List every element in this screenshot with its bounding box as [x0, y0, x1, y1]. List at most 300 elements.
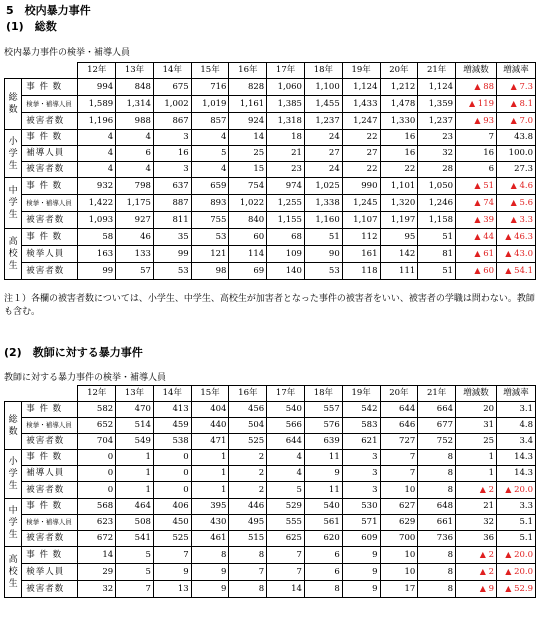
value-cell: 8: [418, 564, 456, 581]
column-header: 20年: [380, 63, 418, 79]
value-cell: 659: [191, 178, 229, 195]
value-cell: 4: [116, 162, 154, 178]
value-cell: 541: [116, 531, 154, 547]
value-cell: 1,093: [78, 212, 116, 229]
change-count-cell: [456, 79, 497, 96]
column-header: 18年: [304, 386, 342, 402]
change-rate: 54.1: [514, 266, 533, 276]
row-label: 被害者数: [22, 263, 78, 280]
value-cell: 566: [267, 418, 305, 434]
group-label: 総数: [5, 79, 22, 130]
value-cell: 60: [229, 229, 267, 246]
value-cell: 571: [342, 515, 380, 531]
value-cell: 25: [229, 146, 267, 162]
value-cell: 3: [342, 450, 380, 466]
change-count: 74: [483, 198, 495, 208]
row-label: 事 件 数: [22, 130, 78, 146]
change-rate: 46.3: [514, 232, 533, 242]
value-cell: 14: [78, 547, 116, 564]
change-rate: 27.3: [514, 164, 533, 174]
value-cell: 857: [191, 113, 229, 130]
value-cell: 1,124: [418, 79, 456, 96]
value-cell: 1,433: [342, 96, 380, 113]
change-count-cell: [456, 515, 497, 531]
change-count-cell: [456, 450, 497, 466]
change-rate-cell: [497, 229, 536, 246]
change-rate: 14.3: [514, 452, 533, 462]
value-cell: 7: [116, 581, 154, 598]
value-cell: 1,237: [304, 113, 342, 130]
value-cell: 456: [229, 402, 267, 418]
group-label: 中学生: [5, 499, 22, 547]
change-rate: 7.0: [519, 116, 533, 126]
change-count-cell: [456, 402, 497, 418]
table-row: [5, 162, 536, 178]
row-label: 被害者数: [22, 434, 78, 450]
change-count-cell: [456, 113, 497, 130]
value-cell: 639: [304, 434, 342, 450]
table-row: [5, 547, 536, 564]
change-count: 61: [483, 249, 495, 259]
value-cell: 1: [116, 482, 154, 499]
table-row: [5, 564, 536, 581]
value-cell: 755: [191, 212, 229, 229]
table-row: [5, 450, 536, 466]
table-1: [4, 62, 536, 280]
value-cell: 90: [304, 246, 342, 263]
value-cell: 716: [191, 79, 229, 96]
column-header: 16年: [229, 386, 267, 402]
decrease-marker-icon: ▲: [474, 232, 481, 241]
value-cell: 1,197: [380, 212, 418, 229]
decrease-marker-icon: ▲: [505, 232, 512, 241]
value-cell: 8: [191, 547, 229, 564]
change-rate: 20.0: [514, 550, 533, 560]
value-cell: 514: [116, 418, 154, 434]
value-cell: 0: [78, 482, 116, 499]
row-label: 被害者数: [22, 531, 78, 547]
value-cell: 35: [153, 229, 191, 246]
value-cell: 1,025: [304, 178, 342, 195]
value-cell: 46: [116, 229, 154, 246]
value-cell: 13: [153, 581, 191, 598]
change-rate: 3.3: [519, 501, 533, 511]
value-cell: 28: [418, 162, 456, 178]
decrease-marker-icon: ▲: [505, 567, 512, 576]
value-cell: 32: [78, 581, 116, 598]
value-cell: 621: [342, 434, 380, 450]
group-label: 小学生: [5, 130, 22, 178]
change-rate-cell: [497, 146, 536, 162]
value-cell: 5: [267, 482, 305, 499]
value-cell: 538: [153, 434, 191, 450]
value-cell: 932: [78, 178, 116, 195]
value-cell: 1,100: [304, 79, 342, 96]
value-cell: 470: [116, 402, 154, 418]
decrease-marker-icon: ▲: [474, 198, 481, 207]
value-cell: 112: [342, 229, 380, 246]
row-label: 事 件 数: [22, 79, 78, 96]
value-cell: 99: [153, 246, 191, 263]
change-rate: 5.6: [519, 198, 533, 208]
value-cell: 0: [153, 482, 191, 499]
row-label: 検挙・補導人員: [22, 515, 78, 531]
value-cell: 95: [380, 229, 418, 246]
row-label: 被害者数: [22, 581, 78, 598]
value-cell: 404: [191, 402, 229, 418]
value-cell: 752: [418, 434, 456, 450]
change-rate: 43.8: [514, 132, 533, 142]
column-header: 19年: [342, 386, 380, 402]
value-cell: 542: [342, 402, 380, 418]
value-cell: 10: [380, 564, 418, 581]
value-cell: 848: [116, 79, 154, 96]
value-cell: 1: [191, 482, 229, 499]
value-cell: 623: [78, 515, 116, 531]
table-row: [5, 418, 536, 434]
value-cell: 51: [418, 263, 456, 280]
value-cell: 51: [418, 229, 456, 246]
decrease-marker-icon: ▲: [505, 266, 512, 275]
change-count-cell: [456, 531, 497, 547]
change-rate-cell: [497, 212, 536, 229]
value-cell: 27: [342, 146, 380, 162]
value-cell: 495: [229, 515, 267, 531]
header-corner: [5, 386, 78, 402]
table-row: [5, 130, 536, 146]
change-count: 16: [483, 148, 495, 158]
header-corner: [5, 63, 78, 79]
value-cell: 57: [116, 263, 154, 280]
value-cell: 8: [418, 547, 456, 564]
value-cell: 893: [191, 195, 229, 212]
value-cell: 2: [229, 450, 267, 466]
value-cell: 9: [342, 547, 380, 564]
row-label: 事 件 数: [22, 547, 78, 564]
column-header: 18年: [304, 63, 342, 79]
value-cell: 17: [380, 581, 418, 598]
value-cell: 529: [267, 499, 305, 515]
change-rate-cell: [497, 178, 536, 195]
table-row: [5, 482, 536, 499]
value-cell: 22: [342, 130, 380, 146]
row-label: 検挙人員: [22, 246, 78, 263]
value-cell: 395: [191, 499, 229, 515]
section-heading: 5 校内暴力事件: [6, 4, 91, 17]
value-cell: 727: [380, 434, 418, 450]
value-cell: 1: [116, 450, 154, 466]
value-cell: 16: [153, 146, 191, 162]
value-cell: 644: [380, 402, 418, 418]
change-count: 9: [488, 584, 495, 594]
value-cell: 625: [267, 531, 305, 547]
change-count-cell: [456, 581, 497, 598]
value-cell: 504: [229, 418, 267, 434]
column-header: 16年: [229, 63, 267, 79]
change-rate: 3.1: [519, 404, 533, 414]
change-count-cell: [456, 246, 497, 263]
row-label: 補導人員: [22, 466, 78, 482]
value-cell: 549: [116, 434, 154, 450]
value-cell: 555: [267, 515, 305, 531]
decrease-marker-icon: ▲: [479, 584, 486, 593]
change-count: 2: [488, 485, 495, 495]
group-label: 中学生: [5, 178, 22, 229]
column-header: 増減数: [456, 386, 497, 402]
change-count-cell: [456, 434, 497, 450]
value-cell: 557: [304, 402, 342, 418]
decrease-marker-icon: ▲: [474, 116, 481, 125]
value-cell: 515: [229, 531, 267, 547]
value-cell: 7: [380, 466, 418, 482]
value-cell: 9: [191, 564, 229, 581]
change-count: 20: [483, 404, 495, 414]
table-row: [5, 581, 536, 598]
value-cell: 4: [78, 146, 116, 162]
change-count-cell: [456, 130, 497, 146]
value-cell: 32: [418, 146, 456, 162]
value-cell: 1,196: [78, 113, 116, 130]
value-cell: 8: [304, 581, 342, 598]
column-header: 21年: [418, 63, 456, 79]
change-rate-cell: [497, 499, 536, 515]
column-header: 19年: [342, 63, 380, 79]
change-rate-cell: [497, 96, 536, 113]
column-header: 17年: [267, 63, 305, 79]
value-cell: 1,161: [229, 96, 267, 113]
decrease-marker-icon: ▲: [479, 550, 486, 559]
table-row: [5, 434, 536, 450]
value-cell: 798: [116, 178, 154, 195]
column-header: 13年: [116, 386, 154, 402]
value-cell: 10: [380, 547, 418, 564]
value-cell: 620: [304, 531, 342, 547]
value-cell: 700: [380, 531, 418, 547]
change-count: 2: [488, 550, 495, 560]
value-cell: 8: [418, 466, 456, 482]
value-cell: 81: [418, 246, 456, 263]
value-cell: 5: [116, 564, 154, 581]
change-rate-cell: [497, 263, 536, 280]
value-cell: 471: [191, 434, 229, 450]
value-cell: 1,455: [304, 96, 342, 113]
change-count: 93: [483, 116, 495, 126]
change-rate: 5.1: [519, 517, 533, 527]
table-row: [5, 96, 536, 113]
column-header: 20年: [380, 386, 418, 402]
value-cell: 14: [267, 581, 305, 598]
change-rate: 5.1: [519, 533, 533, 543]
value-cell: 14: [229, 130, 267, 146]
value-cell: 0: [153, 450, 191, 466]
value-cell: 1,385: [267, 96, 305, 113]
value-cell: 7: [153, 547, 191, 564]
value-cell: 811: [153, 212, 191, 229]
value-cell: 4: [78, 130, 116, 146]
row-label: 被害者数: [22, 482, 78, 499]
value-cell: 9: [191, 581, 229, 598]
value-cell: 161: [342, 246, 380, 263]
value-cell: 22: [380, 162, 418, 178]
subsection-1-heading: (1) 総数: [6, 20, 57, 33]
column-header: 12年: [78, 63, 116, 79]
row-label: 検挙・補導人員: [22, 96, 78, 113]
change-count-cell: [456, 195, 497, 212]
change-count-cell: [456, 229, 497, 246]
table-row: [5, 499, 536, 515]
value-cell: 440: [191, 418, 229, 434]
value-cell: 867: [153, 113, 191, 130]
value-cell: 677: [418, 418, 456, 434]
change-count: 1: [488, 468, 495, 478]
group-label: 総数: [5, 402, 22, 450]
change-count: 1: [488, 452, 495, 462]
value-cell: 109: [267, 246, 305, 263]
value-cell: 661: [418, 515, 456, 531]
change-rate-cell: [497, 547, 536, 564]
table-row: [5, 515, 536, 531]
change-rate-cell: [497, 130, 536, 146]
value-cell: 3: [342, 466, 380, 482]
value-cell: 8: [229, 581, 267, 598]
value-cell: 8: [418, 581, 456, 598]
change-count: 39: [483, 215, 495, 225]
table-row: [5, 531, 536, 547]
row-label: 検挙人員: [22, 564, 78, 581]
change-count: 21: [483, 501, 495, 511]
value-cell: 525: [153, 531, 191, 547]
value-cell: 927: [116, 212, 154, 229]
value-cell: 508: [116, 515, 154, 531]
column-header: 13年: [116, 63, 154, 79]
value-cell: 9: [342, 581, 380, 598]
value-cell: 754: [229, 178, 267, 195]
value-cell: 530: [342, 499, 380, 515]
value-cell: 53: [304, 263, 342, 280]
table-row: [5, 246, 536, 263]
column-header: 15年: [191, 386, 229, 402]
group-label: 小学生: [5, 450, 22, 499]
value-cell: 561: [304, 515, 342, 531]
change-count-cell: [456, 146, 497, 162]
value-cell: 1,247: [342, 113, 380, 130]
value-cell: 4: [191, 162, 229, 178]
value-cell: 1,019: [191, 96, 229, 113]
change-rate-cell: [497, 564, 536, 581]
change-rate-cell: [497, 195, 536, 212]
change-rate-cell: [497, 402, 536, 418]
change-count: 7: [488, 132, 495, 142]
value-cell: 1,314: [116, 96, 154, 113]
change-count-cell: [456, 466, 497, 482]
change-rate: 3.3: [519, 215, 533, 225]
value-cell: 704: [78, 434, 116, 450]
table1-footnote: 注１）各欄の被害者数については、小学生、中学生、高校生が加害者となった事件の被害者をいい、被害者の学職は問わない。教師も含む。: [4, 294, 535, 317]
value-cell: 15: [229, 162, 267, 178]
decrease-marker-icon: ▲: [505, 485, 512, 494]
value-cell: 1,060: [267, 79, 305, 96]
value-cell: 1,589: [78, 96, 116, 113]
value-cell: 1,422: [78, 195, 116, 212]
decrease-marker-icon: ▲: [510, 116, 517, 125]
value-cell: 2: [229, 482, 267, 499]
table-row: [5, 212, 536, 229]
change-rate: 43.0: [514, 249, 533, 259]
value-cell: 974: [267, 178, 305, 195]
value-cell: 461: [191, 531, 229, 547]
value-cell: 98: [191, 263, 229, 280]
value-cell: 1,160: [304, 212, 342, 229]
value-cell: 142: [380, 246, 418, 263]
row-label: 被害者数: [22, 162, 78, 178]
value-cell: 1,318: [267, 113, 305, 130]
table-row: [5, 229, 536, 246]
change-count: 31: [483, 420, 495, 430]
change-rate-cell: [497, 113, 536, 130]
value-cell: 1,359: [418, 96, 456, 113]
row-label: 事 件 数: [22, 178, 78, 195]
value-cell: 23: [418, 130, 456, 146]
row-label: 被害者数: [22, 212, 78, 229]
value-cell: 16: [380, 130, 418, 146]
change-count-cell: [456, 564, 497, 581]
decrease-marker-icon: ▲: [468, 99, 476, 108]
value-cell: 27: [304, 146, 342, 162]
value-cell: 0: [78, 466, 116, 482]
decrease-marker-icon: ▲: [505, 249, 512, 258]
table2-caption: 教師に対する暴力事件の検挙・補導人員: [4, 373, 167, 383]
value-cell: 8: [229, 547, 267, 564]
value-cell: 114: [229, 246, 267, 263]
table-row: [5, 178, 536, 195]
change-count-cell: [456, 212, 497, 229]
change-rate-cell: [497, 418, 536, 434]
value-cell: 8: [418, 482, 456, 499]
column-header: 増減率: [497, 63, 536, 79]
value-cell: 1,245: [342, 195, 380, 212]
table-2: [4, 385, 536, 598]
value-cell: 644: [267, 434, 305, 450]
value-cell: 1: [191, 450, 229, 466]
value-cell: 69: [229, 263, 267, 280]
value-cell: 9: [304, 466, 342, 482]
value-cell: 9: [342, 564, 380, 581]
value-cell: 4: [191, 130, 229, 146]
change-count-cell: [456, 482, 497, 499]
value-cell: 1,155: [267, 212, 305, 229]
value-cell: 18: [267, 130, 305, 146]
value-cell: 1,101: [380, 178, 418, 195]
value-cell: 10: [380, 482, 418, 499]
value-cell: 7: [380, 450, 418, 466]
value-cell: 609: [342, 531, 380, 547]
value-cell: 0: [153, 466, 191, 482]
value-cell: 990: [342, 178, 380, 195]
value-cell: 53: [191, 229, 229, 246]
change-rate: 8.1: [519, 99, 533, 109]
value-cell: 627: [380, 499, 418, 515]
change-count: 60: [483, 266, 495, 276]
value-cell: 111: [380, 263, 418, 280]
change-count-cell: [456, 96, 497, 113]
change-rate-cell: [497, 246, 536, 263]
value-cell: 637: [153, 178, 191, 195]
value-cell: 525: [229, 434, 267, 450]
value-cell: 1,478: [380, 96, 418, 113]
value-cell: 675: [153, 79, 191, 96]
value-cell: 576: [304, 418, 342, 434]
change-rate-cell: [497, 482, 536, 499]
